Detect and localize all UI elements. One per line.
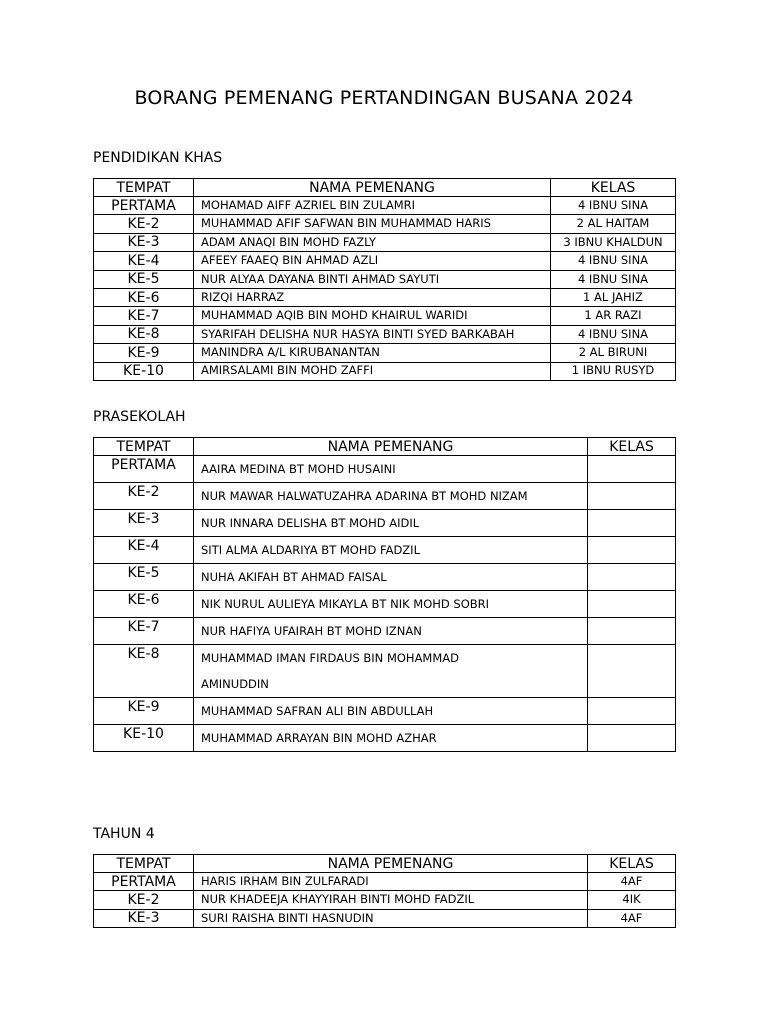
table-row xyxy=(94,197,676,215)
place-cell: KE-5 xyxy=(94,270,194,288)
class-cell: 4 IBNU SINA xyxy=(551,325,676,343)
table-row xyxy=(94,456,676,483)
winners-table-prasekolah xyxy=(93,437,676,752)
place-cell: KE-3 xyxy=(94,233,194,251)
table-row xyxy=(94,645,676,698)
place-cell: PERTAMA xyxy=(94,456,194,483)
winner-name-cell: HARIS IRHAM BIN ZULFARADI xyxy=(194,873,588,891)
class-cell xyxy=(588,456,676,483)
winner-name-cell: MUHAMMAD AFIF SAFWAN BIN MUHAMMAD HARIS xyxy=(194,215,551,233)
place-cell: KE-7 xyxy=(94,307,194,325)
winner-name-cell: NUHA AKIFAH BT AHMAD FAISAL xyxy=(194,564,588,591)
table-row xyxy=(94,698,676,725)
winner-name-cell: MUHAMMAD ARRAYAN BIN MOHD AZHAR xyxy=(194,725,588,752)
place-cell: KE-9 xyxy=(94,698,194,725)
winner-name-cell: MUHAMMAD AQIB BIN MOHD KHAIRUL WARIDI xyxy=(194,307,551,325)
winner-name-cell: MUHAMMAD IMAN FIRDAUS BIN MOHAMMAD AMINUDDIN xyxy=(194,645,588,698)
column-header-nama: NAMA PEMENANG xyxy=(194,438,588,456)
winner-name-cell: AFEEY FAAEQ BIN AHMAD AZLI xyxy=(194,252,551,270)
class-cell xyxy=(588,483,676,510)
page-title: BORANG PEMENANG PERTANDINGAN BUSANA 2024 xyxy=(134,87,634,109)
class-cell: 4 IBNU SINA xyxy=(551,252,676,270)
table-row xyxy=(94,537,676,564)
winner-name-cell: AAIRA MEDINA BT MOHD HUSAINI xyxy=(194,456,588,483)
section-heading-prasekolah: PRASEKOLAH xyxy=(93,409,186,425)
class-cell xyxy=(588,564,676,591)
place-cell: KE-5 xyxy=(94,564,194,591)
class-cell xyxy=(588,537,676,564)
table-row xyxy=(94,215,676,233)
winner-name-cell: NUR HAFIYA UFAIRAH BT MOHD IZNAN xyxy=(194,618,588,645)
place-cell: PERTAMA xyxy=(94,197,194,215)
table-row xyxy=(94,510,676,537)
winners-table-pendidikan-khas xyxy=(93,178,676,381)
winner-name-cell: SURI RAISHA BINTI HASNUDIN xyxy=(194,909,588,927)
place-cell: KE-6 xyxy=(94,288,194,306)
winner-name-cell: MUHAMMAD SAFRAN ALI BIN ABDULLAH xyxy=(194,698,588,725)
place-cell: KE-6 xyxy=(94,591,194,618)
class-cell: 4 IBNU SINA xyxy=(551,270,676,288)
place-cell: KE-4 xyxy=(94,252,194,270)
class-cell xyxy=(588,618,676,645)
table-row xyxy=(94,725,676,752)
table-row xyxy=(94,325,676,343)
winner-name-cell: SITI ALMA ALDARIYA BT MOHD FADZIL xyxy=(194,537,588,564)
table-row xyxy=(94,307,676,325)
winner-name-cell: NUR KHADEEJA KHAYYIRAH BINTI MOHD FADZIL xyxy=(194,891,588,909)
winner-name-cell: MANINDRA A/L KIRUBANANTAN xyxy=(194,344,551,362)
place-cell: KE-9 xyxy=(94,344,194,362)
table-row xyxy=(94,483,676,510)
winner-name-cell: NIK NURUL AULIEYA MIKAYLA BT NIK MOHD SOBRI xyxy=(194,591,588,618)
winner-name-cell: RIZQI HARRAZ xyxy=(194,288,551,306)
table-row xyxy=(94,564,676,591)
table-row xyxy=(94,344,676,362)
winner-name-cell: NUR ALYAA DAYANA BINTI AHMAD SAYUTI xyxy=(194,270,551,288)
table-row xyxy=(94,252,676,270)
class-cell: 1 IBNU RUSYD xyxy=(551,362,676,380)
winner-name-cell: MOHAMAD AIFF AZRIEL BIN ZULAMRI xyxy=(194,197,551,215)
place-cell: KE-8 xyxy=(94,645,194,698)
place-cell: KE-10 xyxy=(94,362,194,380)
class-cell: 1 AR RAZI xyxy=(551,307,676,325)
column-header-tempat: TEMPAT xyxy=(94,438,194,456)
class-cell: 2 AL HAITAM xyxy=(551,215,676,233)
place-cell: KE-8 xyxy=(94,325,194,343)
winners-table-tahun-4 xyxy=(93,854,676,928)
table-row xyxy=(94,362,676,380)
table-row xyxy=(94,873,676,891)
table-row xyxy=(94,288,676,306)
place-cell: KE-3 xyxy=(94,909,194,927)
section-heading-pendidikan-khas: PENDIDIKAN KHAS xyxy=(93,150,223,166)
class-cell xyxy=(588,698,676,725)
place-cell: KE-4 xyxy=(94,537,194,564)
column-header-kelas: KELAS xyxy=(588,438,676,456)
class-cell: 4 IBNU SINA xyxy=(551,197,676,215)
column-header-nama: NAMA PEMENANG xyxy=(194,179,551,197)
class-cell xyxy=(588,510,676,537)
table-row xyxy=(94,591,676,618)
winner-name-cell: ADAM ANAQI BIN MOHD FAZLY xyxy=(194,233,551,251)
table-row xyxy=(94,270,676,288)
place-cell: KE-2 xyxy=(94,215,194,233)
column-header-tempat: TEMPAT xyxy=(94,179,194,197)
class-cell: 3 IBNU KHALDUN xyxy=(551,233,676,251)
column-header-nama: NAMA PEMENANG xyxy=(194,855,588,873)
section-heading-tahun-4: TAHUN 4 xyxy=(93,826,155,842)
table-row xyxy=(94,891,676,909)
class-cell: 2 AL BIRUNI xyxy=(551,344,676,362)
place-cell: KE-2 xyxy=(94,891,194,909)
column-header-tempat: TEMPAT xyxy=(94,855,194,873)
place-cell: KE-2 xyxy=(94,483,194,510)
place-cell: KE-3 xyxy=(94,510,194,537)
table-row xyxy=(94,909,676,927)
place-cell: KE-10 xyxy=(94,725,194,752)
class-cell: 4AF xyxy=(588,873,676,891)
winner-name-cell: SYARIFAH DELISHA NUR HASYA BINTI SYED BARKABAH xyxy=(194,325,551,343)
class-cell xyxy=(588,645,676,698)
class-cell xyxy=(588,591,676,618)
table-row xyxy=(94,618,676,645)
class-cell: 4AF xyxy=(588,909,676,927)
class-cell: 4IK xyxy=(588,891,676,909)
column-header-kelas: KELAS xyxy=(551,179,676,197)
class-cell: 1 AL JAHIZ xyxy=(551,288,676,306)
winner-name-cell: NUR INNARA DELISHA BT MOHD AIDIL xyxy=(194,510,588,537)
place-cell: KE-7 xyxy=(94,618,194,645)
place-cell: PERTAMA xyxy=(94,873,194,891)
winner-name-cell: AMIRSALAMI BIN MOHD ZAFFI xyxy=(194,362,551,380)
winner-name-cell: NUR MAWAR HALWATUZAHRA ADARINA BT MOHD NIZAM xyxy=(194,483,588,510)
table-row xyxy=(94,233,676,251)
class-cell xyxy=(588,725,676,752)
column-header-kelas: KELAS xyxy=(588,855,676,873)
